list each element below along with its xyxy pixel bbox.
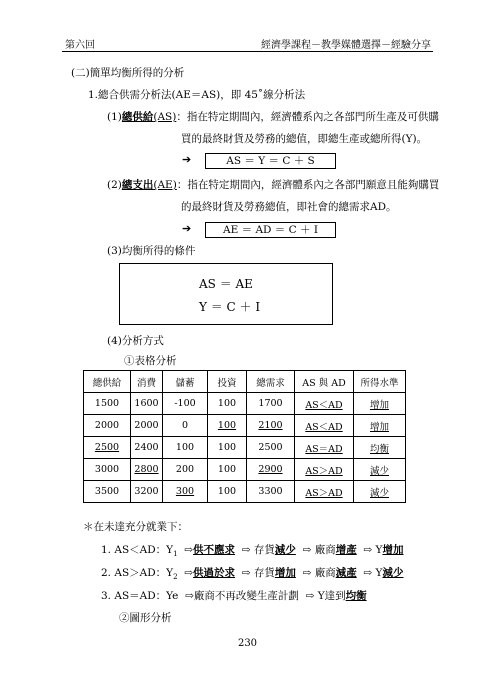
rule-2 <box>101 566 403 584</box>
item2-abbr: (AE) <box>153 179 177 191</box>
rule1-p2: 減少 <box>274 544 296 556</box>
rule1-arrow: ⇨ 存貨 <box>241 544 275 556</box>
table-cell: 100 <box>208 481 247 503</box>
table-cell: 1700 <box>247 393 295 415</box>
table-cell: 2900 <box>247 459 295 481</box>
full-employment-note: ＊在未達充分就業下： <box>83 521 188 533</box>
table-cell: 300 <box>163 481 208 503</box>
item1-prefix: (1) <box>107 111 122 123</box>
table-cell: 3000 <box>84 459 131 481</box>
rule3-lead: 3. AS＝AD：Ye <box>101 590 179 602</box>
item2-def1: ：指在特定期間內，經濟體系內之各部門願意且能夠購買 <box>176 179 440 191</box>
rule2-p1: 供過於求 <box>193 567 236 579</box>
table-cell: 2000 <box>84 415 131 437</box>
header-chapter: 第六回 <box>65 40 95 51</box>
table-cell: 減少 <box>354 481 406 503</box>
item2-arrow-icon: ➔ <box>182 222 192 235</box>
analysis-table <box>83 370 406 503</box>
table-cell: 3200 <box>131 481 163 503</box>
rule2-p3: 減產 <box>335 567 357 579</box>
header-title: 經濟學課程－教學媒體選擇－經驗分享 <box>261 40 431 51</box>
rule2-arrow: ⇨ 廠商 <box>302 567 336 579</box>
table-cell: AS＝AD <box>295 437 354 459</box>
table-cell: 2000 <box>131 415 163 437</box>
subsection-title: 1.總合供需分析法(AE＝AS)，即 45˚線分析法 <box>88 89 306 101</box>
equilibrium-condition-box <box>119 263 333 325</box>
rule1-p3: 增產 <box>335 544 357 556</box>
table-cell: 100 <box>163 437 208 459</box>
table-cell: 2500 <box>84 437 131 459</box>
condition-eq2: Y ＝ C ＋ I <box>199 300 261 314</box>
col-header: AS 與 AD <box>295 371 354 393</box>
table-cell: -100 <box>163 393 208 415</box>
table-row <box>84 415 406 437</box>
item2-equation-box: AE ＝ AD ＝ C ＋ I <box>205 222 336 238</box>
section-title: (二)簡單均衡所得的分析 <box>71 67 185 79</box>
rule-1 <box>101 543 403 561</box>
rule1-sub: 1 <box>173 550 178 559</box>
table-cell: AS＞AD <box>295 459 354 481</box>
table-cell: 200 <box>163 459 208 481</box>
item1-equation-box: AS ＝ Y ＝ C ＋ S <box>205 153 336 169</box>
item1-def1: ：指在特定期間內，經濟體系內之各部門所生產及可供購 <box>176 111 439 123</box>
table-cell: 3300 <box>247 481 295 503</box>
table-analysis-label: ①表格分析 <box>124 355 177 367</box>
page-number: 230 <box>237 638 258 649</box>
table-cell: 1600 <box>131 393 163 415</box>
table-row <box>84 481 406 503</box>
col-header: 投資 <box>208 371 247 393</box>
table-cell: 2500 <box>247 437 295 459</box>
table-header-row <box>84 371 406 393</box>
item1-term: 總供給 <box>121 111 154 123</box>
item1-abbr: (AS) <box>153 111 177 123</box>
table-cell: 增加 <box>354 393 406 415</box>
col-header: 總供給 <box>84 371 131 393</box>
table-cell: 2800 <box>131 459 163 481</box>
table-cell: 2400 <box>131 437 163 459</box>
table-cell: 減少 <box>354 459 406 481</box>
rule2-p4: 減少 <box>382 567 404 579</box>
table-cell: AS＜AD <box>295 415 354 437</box>
rule2-arrow: ⇨ <box>184 567 194 579</box>
rule1-arrow: ⇨ Y <box>363 544 383 556</box>
rule3-p: 均衡 <box>345 590 367 602</box>
item1-def2: 買的最終財貨及勞務的總值，即總生產或總所得(Y)。 <box>181 133 428 145</box>
item2-line1 <box>107 178 439 192</box>
table-row <box>84 459 406 481</box>
table-cell: 1500 <box>84 393 131 415</box>
table-cell: 3500 <box>84 481 131 503</box>
rule2-sub: 2 <box>173 573 178 582</box>
table-cell: 2100 <box>247 415 295 437</box>
rule2-lead: 2. AS＞AD：Y <box>101 567 174 579</box>
table-cell: 0 <box>163 415 208 437</box>
rule1-p4: 增加 <box>382 544 404 556</box>
item2-def2: 的最終財貨及勞務總值，即社會的總需求AD。 <box>181 201 397 213</box>
table-row <box>84 393 406 415</box>
condition-eq1: AS ＝ AE <box>199 277 253 291</box>
table-cell: 100 <box>208 437 247 459</box>
header-rule <box>62 51 433 52</box>
table-row <box>84 437 406 459</box>
col-header: 所得水準 <box>354 371 406 393</box>
item1-arrow-icon: ➔ <box>182 153 192 166</box>
table-cell: 100 <box>208 393 247 415</box>
table-cell: 均衡 <box>354 437 406 459</box>
col-header: 儲蓄 <box>163 371 208 393</box>
table-cell: 100 <box>208 415 247 437</box>
table-cell: 增加 <box>354 415 406 437</box>
rule2-arrow: ⇨ 存貨 <box>241 567 275 579</box>
rule-3 <box>101 589 367 603</box>
item3-title: (3)均衡所得的條件 <box>107 245 196 257</box>
rule2-arrow: ⇨ Y <box>363 567 383 579</box>
col-header: 總需求 <box>247 371 295 393</box>
rule3-mid: ⇨廠商不再改變生產計劃 <box>185 590 299 602</box>
rule3-arrow: ⇨ Y達到 <box>305 590 346 602</box>
rule1-arrow: ⇨ 廠商 <box>302 544 336 556</box>
rule1-arrow: ⇨ <box>184 544 194 556</box>
table-cell: AS＞AD <box>295 481 354 503</box>
rule1-p1: 供不應求 <box>193 544 236 556</box>
rule1-lead: 1. AS＜AD：Y <box>101 544 174 556</box>
rule2-p2: 增加 <box>274 567 296 579</box>
item2-prefix: (2) <box>107 179 122 191</box>
item2-term: 總支出 <box>121 179 154 191</box>
item1-line1 <box>107 110 439 124</box>
table-cell: AS＜AD <box>295 393 354 415</box>
table-cell: 100 <box>208 459 247 481</box>
item4-title: (4)分析方式 <box>107 335 164 347</box>
graph-analysis-label: ②圖形分析 <box>119 612 172 624</box>
col-header: 消費 <box>131 371 163 393</box>
